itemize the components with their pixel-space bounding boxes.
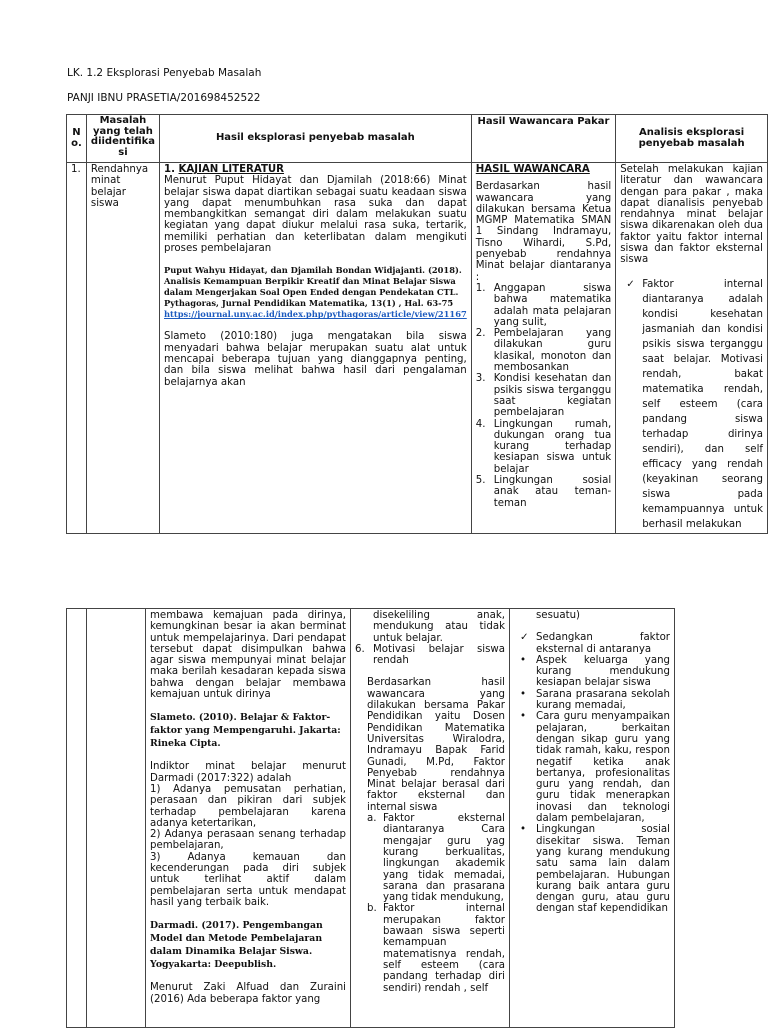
author-line: PANJI IBNU PRASETIA/201698452522 xyxy=(67,92,261,104)
interview-list-cont xyxy=(355,644,505,667)
reference-darmadi: Darmadi. (2017). Pengembangan Model dan Metode Pembelajaran dalam Dinamika Belajar Siswa. Yogyakarta: Deepublish. xyxy=(150,920,323,971)
check-icon: ✓ xyxy=(626,278,635,290)
interview-item-1: 1. Anggapan siswa bahwa matematika adalah mata pelajaran yang sulit, xyxy=(475,282,612,328)
external-factor-bullet: • Sarana prasarana sekolah kurang memadai, xyxy=(520,688,670,712)
kajian-heading-num: 1. xyxy=(164,164,175,175)
bullet-icon: • xyxy=(520,711,527,723)
analysis-cell-p2 xyxy=(510,609,675,1028)
kajian-para3: membawa kemajuan pada dirinya, kemungkinan besar ia akan berminat untuk mempelajarinya. Dari pendapat tersebut dapat disimpulkan bahwa agar siswa mempunyai minat belajar maka berilah kesadaran kepada siswa bahwa dengan belajar membawa kemajuan untuk dirinya xyxy=(150,610,346,701)
interview-heading: HASIL WAWANCARA xyxy=(475,164,590,175)
reference-slameto: Slameto. (2010). Belajar & Faktor-faktor yang Mempengaruhi. Jakarta: Rineka Cipta. xyxy=(150,712,341,750)
problem-cell-cont xyxy=(87,609,146,1028)
interview-para2: Berdasarkan hasil wawancara yang dilakukan bersama Pakar Pendidikan yaitu Dosen Pendidikan Matematika Universitas Wiralodra, Indramayu Bapak Farid Gunadi, M.Pd, Faktor Penyebab rendahnya Minat belajar berasal dari faktor eksternal dan internal siswa xyxy=(367,677,505,813)
document-title: LK. 1.2 Eksplorasi Penyebab Masalah xyxy=(67,67,262,79)
interview-cell-p1 xyxy=(471,163,615,534)
interview-intro: Berdasarkan hasil wawancara yang dilakukan bersama Ketua MGMP Matematika SMAN 1 Sindang Indramayu, Tisno Wihardi, S.Pd, penyebab rendahnya Minat belajar diantaranya : xyxy=(475,181,612,283)
check-icon: ✓ xyxy=(520,632,529,644)
interview-item-3: 3. Kondisi kesehatan dan psikis siswa terganggu saat kegiatan pembelajaran xyxy=(475,373,612,419)
indikator-1: 1) Adanya pemusatan perhatian, perasaan dan pikiran dari subjek terhadap pembelajaran karena adanya ketertarikan, xyxy=(150,783,346,829)
interview-cell-p2 xyxy=(351,609,510,1028)
interview-factor-a: a. Faktor eksternal diantaranya Cara mengajar guru yag kurang berkualitas, lingkungan akademik yang tidak memadai, sarana dan prasarana yang tidak mendukung, xyxy=(367,813,505,904)
external-factor-list xyxy=(520,655,670,915)
indikator-2: 2) Adanya perasaan senang terhadap pembelajaran, xyxy=(150,829,346,852)
interview-factor-b: b. Faktor internal merupakan faktor bawaan siswa seperti kemampuan matematisnya rendah, self esteem (cara pandang terhadap diri sendiri) rendah , self xyxy=(367,903,505,994)
row-number-cont xyxy=(67,609,87,1028)
kajian-para2: Slameto (2010:180) juga mengatakan bila siswa menyadari bahwa belajar merupakan suatu alat untuk mencapai beberapa tujuan yang dianggapnya penting, dan bila siswa melihat bahwa hasil dari pengalaman belajarnya akan xyxy=(164,331,467,388)
kajian-heading: KAJIAN LITERATUR xyxy=(178,164,285,175)
header-wawancara: Hasil Wawancara Pakar xyxy=(471,115,615,163)
external-factor-item: ✓ Sedangkan faktor eksternal di antaranya xyxy=(520,632,670,655)
analysis-intro: Setelah melakukan kajian literatur dan wawancara dengan para pakar , maka dapat dianalisis penyebab rendahnya minat belajar siswa dikarenakan oleh dua faktor yaitu faktor internal siswa dan faktor eksternal siswa xyxy=(620,164,763,266)
kajian-para4: Menurut Zaki Alfuad dan Zuraini (2016) Ada beberapa faktor yang xyxy=(150,982,346,1005)
interview-item-6: 6. Motivasi belajar siswa rendah xyxy=(355,643,505,667)
interview-item-5: 5. Lingkungan sosial anak atau teman-teman xyxy=(475,475,612,509)
exploration-cell-p1 xyxy=(160,163,472,534)
bullet-icon: • xyxy=(520,824,527,836)
indikator-intro: Indiktor minat belajar menurut Darmadi (2017:322) adalah xyxy=(150,761,346,784)
bullet-icon: • xyxy=(520,688,527,700)
reference-hidayat: Puput Wahyu Hidayat, dan Djamilah Bondan Widjajanti. (2018). Analisis Kemampuan Berpikir Kreatif dan Minat Belajar Siswa dalam Mengerjakan Soal Open Ended dengan Pendekatan CTL. Pythagoras, Jurnal Pendidikan Matematika, 13(1) , Hal. 63-75 https://journal.uny.ac.id/index.php/pythagoras/article/view/21167 xyxy=(164,265,467,320)
external-factor-bullet: • Lingkungan sosial disekitar siswa. Teman yang kurang mendukung satu sama lain dalam pembelajaran. Hubungan kurang baik antara guru dengan guru, atau guru dengan staf kependidikan xyxy=(520,824,670,915)
interview-item5-cont: disekeliling anak, mendukung atau tidak untuk belajar. xyxy=(373,610,505,644)
external-factor-bullet: • Aspek keluarga yang kurang mendukung kesiapan belajar siswa xyxy=(520,654,670,689)
exploration-table-page2 xyxy=(66,608,675,1028)
kajian-para1: Menurut Puput Hidayat dan Djamilah (2018:66) Minat belajar siswa dapat diartikan sebagai suatu keadaan siswa yang dapat menumbuhkan rasa suka dan dapat membangkitkan semangat diri dalam melakukan suatu kegiatan yang dapat diukur melalui rasa suka, tertarik, memiliki perhatian dan keterlibatan dalam mengikuti proses pembelajaran xyxy=(164,175,467,255)
indikator-3: 3) Adanya kemauan dan kecenderungan pada diri subjek untuk terlihat aktif dalam pembelajaran serta untuk mendapat hasil yang terbaik baik. xyxy=(150,851,346,908)
problem-cell: Rendahnya minat belajar siswa xyxy=(86,163,159,534)
header-masalah: Masalah yang telah diidentifika si xyxy=(86,115,159,163)
external-factor-bullet: • Cara guru menyampaikan pelajaran, berkaitan dengan sikap guru yang tidak ramah, kaku, respon negatif ketika anak bertanya, profesionalitas guru yang rendah, dan guru tidak menerapkan inovasi dan teknologi dalam pembelajaran, xyxy=(520,711,670,825)
reference-link[interactable]: https://journal.uny.ac.id/index.php/pythagoras/article/view/21167 xyxy=(164,309,467,320)
analysis-cell-p1 xyxy=(616,163,768,534)
exploration-cell-p2 xyxy=(146,609,351,1028)
exploration-table-page1 xyxy=(66,114,768,534)
header-hasil-eksplorasi: Hasil eksplorasi penyebab masalah xyxy=(160,115,472,163)
header-analisis: Analisis eksplorasi penyebab masalah xyxy=(616,115,768,163)
interview-item-4: 4. Lingkungan rumah, dukungan orang tua kurang terhadap kesiapan siswa untuk belajar xyxy=(475,418,612,475)
internal-factor-cont: sesuatu) xyxy=(536,610,581,621)
header-no: N o. xyxy=(67,115,87,163)
internal-factor-item: ✓ Faktor internal diantaranya adalah kondisi kesehatan jasmaniah dan kondisi psikis siswa terganggu saat belajar. Motivasi rendah, bakat matematika rendah, self esteem (cara pandang siswa terhadap dirinya sendiri), dan self efficacy yang rendah (keyakinan seorang siswa pada kemampuannya untuk berhasil melakukan xyxy=(626,278,763,530)
interview-item-2: 2. Pembelajaran yang dilakukan guru klasikal, monoton dan membosankan xyxy=(475,328,612,374)
interview-list xyxy=(476,283,611,509)
row-number: 1. xyxy=(67,163,87,534)
bullet-icon: • xyxy=(520,654,527,666)
